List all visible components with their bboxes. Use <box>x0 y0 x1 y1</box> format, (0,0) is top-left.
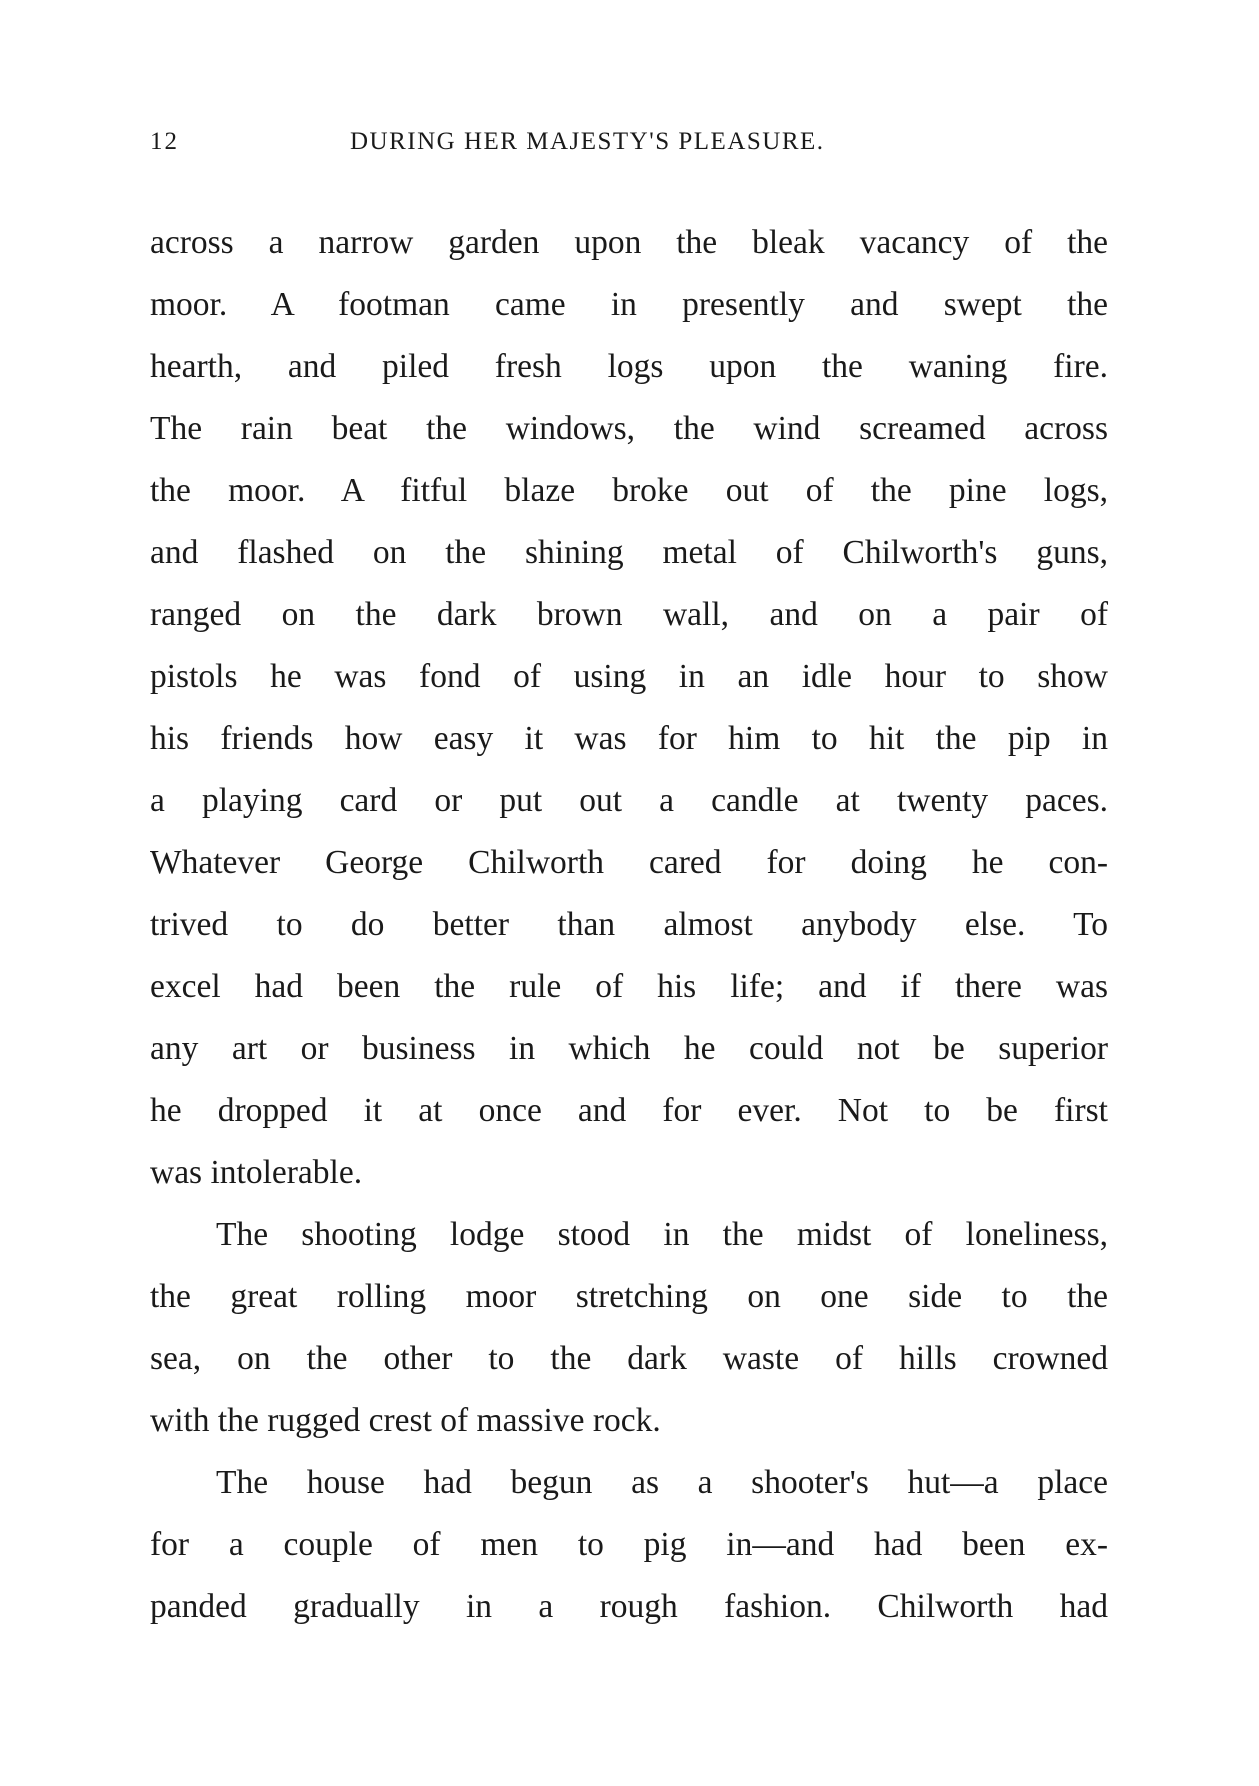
text-line: with the rugged crest of massive rock. <box>150 1402 661 1439</box>
body-text <box>150 212 1108 1638</box>
text-line: The house had begun as a shooter's hut—a place <box>216 1464 1108 1501</box>
text-line: pistols he was fond of using in an idle hour to show <box>150 658 1108 695</box>
running-head <box>150 128 1110 168</box>
text-line: his friends how easy it was for him to hit the pip in <box>150 720 1108 757</box>
text-line: The shooting lodge stood in the midst of loneliness, <box>216 1216 1108 1253</box>
text-line: trived to do better than almost anybody else. To <box>150 906 1108 943</box>
page-number: 12 <box>150 128 179 155</box>
paragraph-3 <box>150 1452 1108 1638</box>
text-line: moor. A footman came in presently and swept the <box>150 286 1108 323</box>
text-line: was intolerable. <box>150 1154 363 1191</box>
text-line: the great rolling moor stretching on one side to the <box>150 1278 1108 1315</box>
text-line: a playing card or put out a candle at twenty paces. <box>150 782 1108 819</box>
text-line: excel had been the rule of his life; and if there was <box>150 968 1108 1005</box>
running-title: DURING HER MAJESTY'S PLEASURE. <box>350 128 825 155</box>
text-line: he dropped it at once and for ever. Not to be first <box>150 1092 1108 1129</box>
text-line: for a couple of men to pig in—and had been ex- <box>150 1526 1108 1563</box>
text-line: Whatever George Chilworth cared for doing he con- <box>150 844 1108 881</box>
text-line: any art or business in which he could not be superior <box>150 1030 1108 1067</box>
text-line: panded gradually in a rough fashion. Chilworth had <box>150 1588 1108 1625</box>
paragraph-2 <box>150 1204 1108 1452</box>
text-line: across a narrow garden upon the bleak vacancy of the <box>150 224 1108 261</box>
text-line: hearth, and piled fresh logs upon the waning fire. <box>150 348 1108 385</box>
text-line: The rain beat the windows, the wind screamed across <box>150 410 1108 447</box>
paragraph-1 <box>150 212 1108 1204</box>
text-line: ranged on the dark brown wall, and on a pair of <box>150 596 1108 633</box>
text-line: sea, on the other to the dark waste of hills crowned <box>150 1340 1108 1377</box>
text-line: the moor. A fitful blaze broke out of the pine logs, <box>150 472 1108 509</box>
text-line: and flashed on the shining metal of Chilworth's guns, <box>150 534 1108 571</box>
